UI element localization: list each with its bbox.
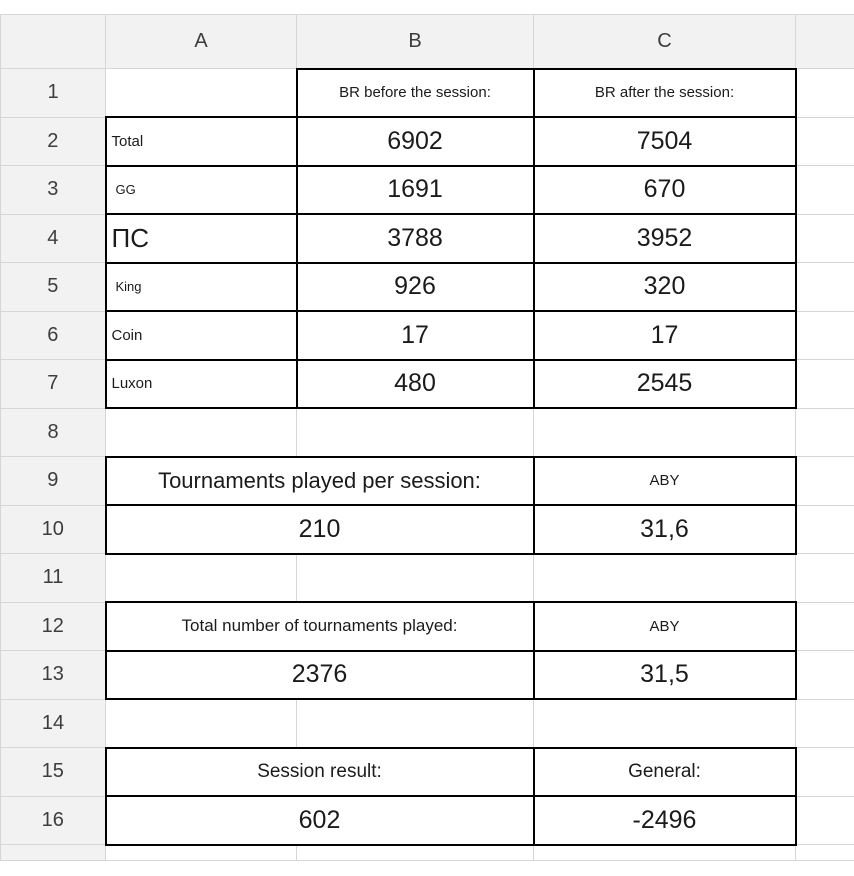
cell-A11[interactable] bbox=[106, 554, 297, 603]
table-row bbox=[1, 602, 854, 651]
cell-C11[interactable] bbox=[534, 554, 796, 603]
row-header-3[interactable]: 3 bbox=[1, 166, 106, 215]
cell-A8[interactable] bbox=[106, 408, 297, 457]
spreadsheet bbox=[0, 14, 854, 861]
cell-B1[interactable]: BR before the session: bbox=[297, 69, 534, 118]
row-header-10[interactable]: 10 bbox=[1, 505, 106, 554]
cell-A5[interactable]: King bbox=[106, 263, 297, 312]
cell-B4[interactable]: 3788 bbox=[297, 214, 534, 263]
cell-A14[interactable] bbox=[106, 699, 297, 748]
cell-B8[interactable] bbox=[297, 408, 534, 457]
cell-C7[interactable]: 2545 bbox=[534, 360, 796, 409]
table-row bbox=[1, 845, 854, 861]
cell-C9[interactable]: ABY bbox=[534, 457, 796, 506]
column-header-cut[interactable] bbox=[796, 15, 854, 69]
cell-Bx[interactable] bbox=[297, 845, 534, 861]
cell-D8[interactable] bbox=[796, 408, 854, 457]
cell-C15[interactable]: General: bbox=[534, 748, 796, 797]
table-row bbox=[1, 117, 854, 166]
cell-D5[interactable] bbox=[796, 263, 854, 312]
cell-D7[interactable] bbox=[796, 360, 854, 409]
cell-A13-B13[interactable]: 2376 bbox=[106, 651, 534, 700]
cell-A15-B15[interactable]: Session result: bbox=[106, 748, 534, 797]
cell-C12[interactable]: ABY bbox=[534, 602, 796, 651]
table-row bbox=[1, 699, 854, 748]
cell-D6[interactable] bbox=[796, 311, 854, 360]
row-header-4[interactable]: 4 bbox=[1, 214, 106, 263]
cell-B5[interactable]: 926 bbox=[297, 263, 534, 312]
cell-C5[interactable]: 320 bbox=[534, 263, 796, 312]
row-header-16[interactable]: 16 bbox=[1, 796, 106, 845]
table-row bbox=[1, 263, 854, 312]
cell-A16-B16[interactable]: 602 bbox=[106, 796, 534, 845]
cell-A10-B10[interactable]: 210 bbox=[106, 505, 534, 554]
row-header-11[interactable]: 11 bbox=[1, 554, 106, 603]
cell-D16[interactable] bbox=[796, 796, 854, 845]
cell-B6[interactable]: 17 bbox=[297, 311, 534, 360]
row-header-12[interactable]: 12 bbox=[1, 602, 106, 651]
cell-Cx[interactable] bbox=[534, 845, 796, 861]
cell-C16[interactable]: -2496 bbox=[534, 796, 796, 845]
cell-C14[interactable] bbox=[534, 699, 796, 748]
table-row bbox=[1, 214, 854, 263]
cell-D3[interactable] bbox=[796, 166, 854, 215]
table-row bbox=[1, 651, 854, 700]
cell-Ax[interactable] bbox=[106, 845, 297, 861]
table-row bbox=[1, 554, 854, 603]
row-header-15[interactable]: 15 bbox=[1, 748, 106, 797]
cell-C13[interactable]: 31,5 bbox=[534, 651, 796, 700]
table-row bbox=[1, 311, 854, 360]
table-row bbox=[1, 748, 854, 797]
column-header-B[interactable]: B bbox=[297, 15, 534, 69]
table-row bbox=[1, 166, 854, 215]
cell-D2[interactable] bbox=[796, 117, 854, 166]
cell-B7[interactable]: 480 bbox=[297, 360, 534, 409]
table-row bbox=[1, 360, 854, 409]
cell-C8[interactable] bbox=[534, 408, 796, 457]
column-header-row bbox=[1, 15, 854, 69]
column-header-A[interactable]: A bbox=[106, 15, 297, 69]
row-header-9[interactable]: 9 bbox=[1, 457, 106, 506]
cell-C2[interactable]: 7504 bbox=[534, 117, 796, 166]
cell-B2[interactable]: 6902 bbox=[297, 117, 534, 166]
row-header-8[interactable]: 8 bbox=[1, 408, 106, 457]
cell-A7[interactable]: Luxon bbox=[106, 360, 297, 409]
cell-D4[interactable] bbox=[796, 214, 854, 263]
cell-D9[interactable] bbox=[796, 457, 854, 506]
corner-cell[interactable] bbox=[1, 15, 106, 69]
row-header-13[interactable]: 13 bbox=[1, 651, 106, 700]
table-row bbox=[1, 505, 854, 554]
cell-A9-B9[interactable]: Tournaments played per session: bbox=[106, 457, 534, 506]
table-row bbox=[1, 457, 854, 506]
row-header-6[interactable]: 6 bbox=[1, 311, 106, 360]
cell-C6[interactable]: 17 bbox=[534, 311, 796, 360]
cell-Dx[interactable] bbox=[796, 845, 854, 861]
cell-B3[interactable]: 1691 bbox=[297, 166, 534, 215]
cell-B11[interactable] bbox=[297, 554, 534, 603]
row-header-1[interactable]: 1 bbox=[1, 69, 106, 118]
cell-D12[interactable] bbox=[796, 602, 854, 651]
cell-B14[interactable] bbox=[297, 699, 534, 748]
cell-A4[interactable]: ПС bbox=[106, 214, 297, 263]
row-header-5[interactable]: 5 bbox=[1, 263, 106, 312]
table-row bbox=[1, 408, 854, 457]
cell-D1[interactable] bbox=[796, 69, 854, 118]
cell-C10[interactable]: 31,6 bbox=[534, 505, 796, 554]
cell-A6[interactable]: Coin bbox=[106, 311, 297, 360]
cell-D13[interactable] bbox=[796, 651, 854, 700]
table-row bbox=[1, 796, 854, 845]
table-row bbox=[1, 69, 854, 118]
cell-D15[interactable] bbox=[796, 748, 854, 797]
row-header-2[interactable]: 2 bbox=[1, 117, 106, 166]
cell-A1[interactable] bbox=[106, 69, 297, 118]
cell-A3[interactable]: GG bbox=[106, 166, 297, 215]
cell-C3[interactable]: 670 bbox=[534, 166, 796, 215]
column-header-C[interactable]: C bbox=[534, 15, 796, 69]
cell-D10[interactable] bbox=[796, 505, 854, 554]
row-header-14[interactable]: 14 bbox=[1, 699, 106, 748]
row-header-7[interactable]: 7 bbox=[1, 360, 106, 409]
cell-D11[interactable] bbox=[796, 554, 854, 603]
cell-C1[interactable]: BR after the session: bbox=[534, 69, 796, 118]
cell-A12-B12[interactable]: Total number of tournaments played: bbox=[106, 602, 534, 651]
cell-A2[interactable]: Total bbox=[106, 117, 297, 166]
cell-C4[interactable]: 3952 bbox=[534, 214, 796, 263]
cell-D14[interactable] bbox=[796, 699, 854, 748]
row-header-cut[interactable] bbox=[1, 845, 106, 861]
